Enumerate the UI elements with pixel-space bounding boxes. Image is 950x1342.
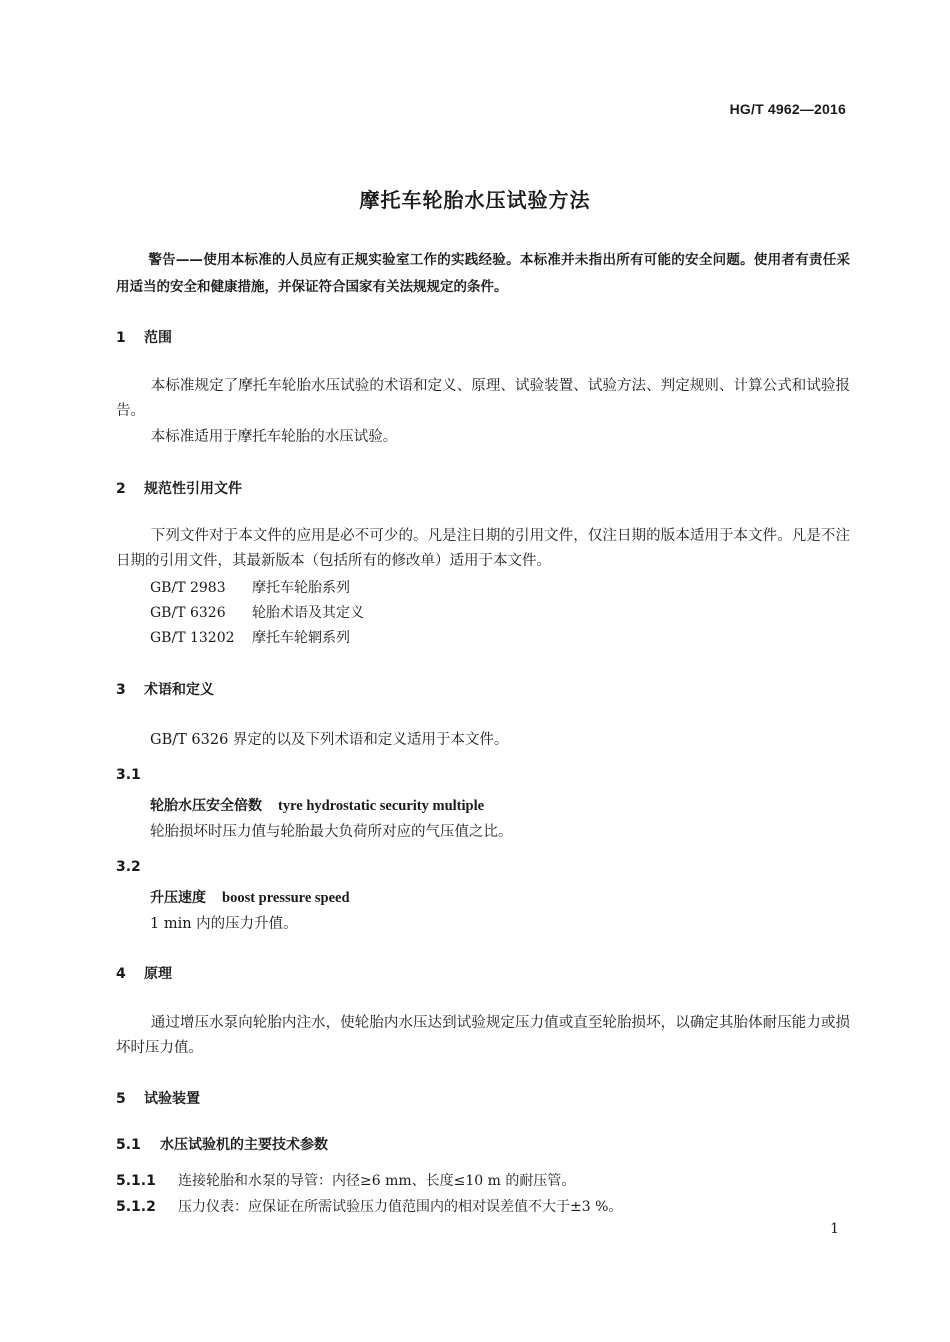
clause-text: 压力仪表：应保证在所需试验压力值范围内的相对误差值不大于±3 %。 [178,1199,623,1215]
reference-item [150,602,364,622]
reference-name: 摩托车轮胎系列 [252,580,350,596]
section-title: 试验装置 [144,1091,200,1107]
clause-number: 5.1.1 [116,1173,156,1189]
reference-name: 摩托车轮辋系列 [252,630,350,646]
clause-number: 5.1.2 [116,1199,156,1215]
section-3-heading [116,679,214,699]
term-english: tyre hydrostatic security multiple [278,798,485,814]
reference-code: GB/T 6326 [150,605,226,621]
reference-item [150,577,350,597]
section-number: 1 [116,330,126,346]
document-title: 摩托车轮胎水压试验方法 [359,188,591,212]
clause-5-1-1 [116,1170,575,1190]
warning-paragraph: 警告——使用本标准的人员应有正规实验室工作的实践经验。本标准并未指出所有可能的安全问题。使用者有责任采用适当的安全和健康措施，并保证符合国家有关法规规定的条件。 [116,252,850,295]
clause-text: 连接轮胎和水泵的导管：内径≥6 mm、长度≤10 m 的耐压管。 [178,1173,576,1189]
section-1-heading [116,327,172,347]
reference-item [150,627,350,647]
principle-paragraph: 通过增压水泵向轮胎内注水，使轮胎内水压达到试验规定压力值或直至轮胎损坏，以确定其胎体耐压能力或损坏时压力值。 [116,1015,850,1056]
section-5-heading [116,1088,200,1108]
section-title: 规范性引用文件 [144,481,242,497]
subsection-number: 5.1 [116,1137,141,1153]
term-definition: 1 min 内的压力升值。 [150,916,298,932]
term-chinese: 升压速度 [150,890,206,906]
section-title: 术语和定义 [144,682,214,698]
subsection-5-1-heading [116,1134,328,1154]
clause-5-1-2 [116,1196,622,1216]
scope-paragraph-2: 本标准适用于摩托车轮胎的水压试验。 [150,429,398,445]
page-number: 1 [830,1221,839,1237]
terms-intro: GB/T 6326 界定的以及下列术语和定义适用于本文件。 [150,732,509,748]
section-title: 原理 [144,966,172,982]
section-number: 2 [116,481,126,497]
reference-name: 轮胎术语及其定义 [252,605,364,621]
term-entry [150,887,350,907]
term-number: 3.2 [116,859,141,875]
section-title: 范围 [144,330,172,346]
term-definition: 轮胎损坏时压力值与轮胎最大负荷所对应的气压值之比。 [150,824,513,840]
section-4-heading [116,963,172,983]
term-number: 3.1 [116,767,141,783]
section-2-heading [116,478,242,498]
scope-paragraph-1: 本标准规定了摩托车轮胎水压试验的术语和定义、原理、试验装置、试验方法、判定规则、计算公式和试验报告。 [116,378,850,419]
term-chinese: 轮胎水压安全倍数 [150,798,262,814]
section-number: 3 [116,682,126,698]
section-number: 4 [116,966,126,982]
section-number: 5 [116,1091,126,1107]
reference-code: GB/T 13202 [150,630,235,646]
term-entry [150,795,484,815]
subsection-title: 水压试验机的主要技术参数 [160,1137,328,1153]
term-english: boost pressure speed [222,890,350,906]
reference-code: GB/T 2983 [150,580,226,596]
standard-number: HG/T 4962—2016 [729,101,846,117]
normative-references-paragraph: 下列文件对于本文件的应用是必不可少的。凡是注日期的引用文件，仅注日期的版本适用于本文件。凡是不注日期的引用文件，其最新版本（包括所有的修改单）适用于本文件。 [116,528,850,569]
